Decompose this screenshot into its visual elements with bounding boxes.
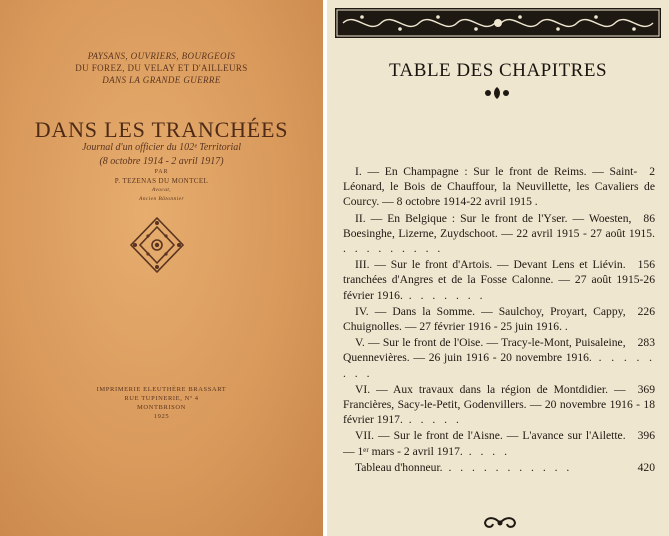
author-role: Avocat,: [151, 187, 172, 193]
toc-page-number: 420: [637, 460, 655, 474]
toc-page-number: 369: [637, 382, 655, 396]
toc-entry-text: III. — Sur le front d'Artois. — Devant Lens et Liévin. tranchées d'Angres et de la Fosse Calonne. — 27 août 1915-26 février 1916.: [343, 258, 655, 302]
toc-heading: TABLE DES CHAPITRES: [388, 60, 608, 81]
imprint-year: 1925: [153, 413, 170, 420]
toc-entry-text: Tableau d'honneur.: [355, 460, 443, 474]
cover-title: DANS LES TRANCHÉES: [34, 117, 289, 142]
toc-entry[interactable]: 420 Tableau d'honneur. . . . . . . . . . . .: [355, 460, 655, 474]
series-line: DANS LA GRANDE GUERRE: [102, 75, 221, 85]
scroll-ornament-icon: [480, 515, 520, 531]
imprint-line: RUE TUPINERIE, Nº 4: [124, 395, 199, 402]
toc-page-number: 396: [637, 429, 655, 443]
toc-entry[interactable]: 369 VI. — Aux travaux dans la région de Montdidier. — Francières, Sacy-le-Petit, Godenvillers. — 20 novembre 1916 - 18 février 1917. . . . . .: [343, 382, 655, 427]
fleuron-icon: [482, 86, 512, 100]
toc-page-number: 86: [643, 211, 655, 225]
date-range: (8 octobre 1914 - 2 avril 1917): [99, 156, 224, 167]
cover-subtitle: [0, 141, 323, 169]
toc-entry-text: I. — En Champagne : Sur le front de Reims. — Saint-Léonard, le Bois de Chauffour, la Neuvillette, les Cavaliers de Courcy. — 8 octobre 1914-22 avril 1915 .: [343, 165, 655, 209]
toc-entry-text: VII. — Sur le front de l'Aisne. — L'avance sur l'Ailette. — 1ᵉʳ mars - 2 avril 1917.: [343, 429, 626, 458]
subtitle-line: Journal d'un officier du 102ᵉ Territorial: [81, 142, 242, 153]
toc-page-number: 156: [637, 258, 655, 272]
toc-entry-text: IV. — Dans la Somme. — Saulchoy, Proyart, Cappy, Chuignolles. — 27 février 1916 - 25 juin 1916. .: [343, 304, 626, 334]
toc-entry-text: II. — En Belgique : Sur le front de l'Yser. — Woesten, Boesinghe, Lizerne, Zuydschoot. — 22 avril 1915 - 27 août 1915.: [343, 211, 655, 240]
author-role: Ancien Bâtonnier: [138, 196, 185, 202]
toc-entry[interactable]: 156 III. — Sur le front d'Artois. — Devant Lens et Liévin. tranchées d'Angres et de la Fosse Calonne. — 27 août 1915-26 février 1916. . . . . . . .: [343, 258, 655, 302]
toc-entry[interactable]: [343, 164, 655, 210]
toc-entry[interactable]: [343, 304, 655, 334]
toc-entry-text: V. — Sur le front de l'Oise. — Tracy-le-Mont, Puisaleine, Quennevières. — 26 juin 1916 - 20 novembre 1916.: [343, 336, 626, 365]
imprint-line: MONTBRISON: [137, 404, 186, 411]
toc-page-number: 226: [637, 304, 655, 318]
book-cover: [0, 0, 323, 536]
toc-list: [343, 164, 655, 476]
diamond-ornament-icon: [128, 215, 186, 275]
by-label: PAR: [154, 169, 169, 175]
series-line: PAYSANS, OUVRIERS, BOURGEOIS: [87, 51, 236, 61]
toc-entry-text: VI. — Aux travaux dans la région de Montdidier. — Francières, Sacy-le-Petit, Godenvillers. — 20 novembre 1916 - 18 février 1917.: [343, 382, 655, 427]
toc-entry[interactable]: 283 V. — Sur le front de l'Oise. — Tracy-le-Mont, Puisaleine, Quennevières. — 26 juin 1916 - 20 novembre 1916. . . . . . . . .: [343, 336, 655, 380]
toc-page-number: 283: [637, 336, 655, 350]
toc-entry[interactable]: 396 VII. — Sur le front de l'Aisne. — L'avance sur l'Ailette. — 1ᵉʳ mars - 2 avril 1917. . . . .: [343, 429, 655, 458]
cover-author: [0, 177, 323, 204]
floral-border-icon: [335, 8, 661, 38]
table-of-contents-page: [327, 0, 669, 536]
series-line: DU FOREZ, DU VELAY ET D'AILLEURS: [75, 63, 248, 73]
imprint-line: IMPRIMERIE ELEUTHÈRE BRASSART: [96, 386, 227, 393]
author-name: P. TEZENAS DU MONTCEL: [114, 177, 209, 185]
cover-series-title: [0, 50, 323, 86]
cover-imprint: [0, 385, 323, 421]
toc-page-number: 2: [649, 165, 655, 178]
toc-entry[interactable]: 86 II. — En Belgique : Sur le front de l'Yser. — Woesten, Boesinghe, Lizerne, Zuydschoot. — 22 avril 1915 - 27 août 1915. . . . . . . . . .: [343, 211, 655, 256]
